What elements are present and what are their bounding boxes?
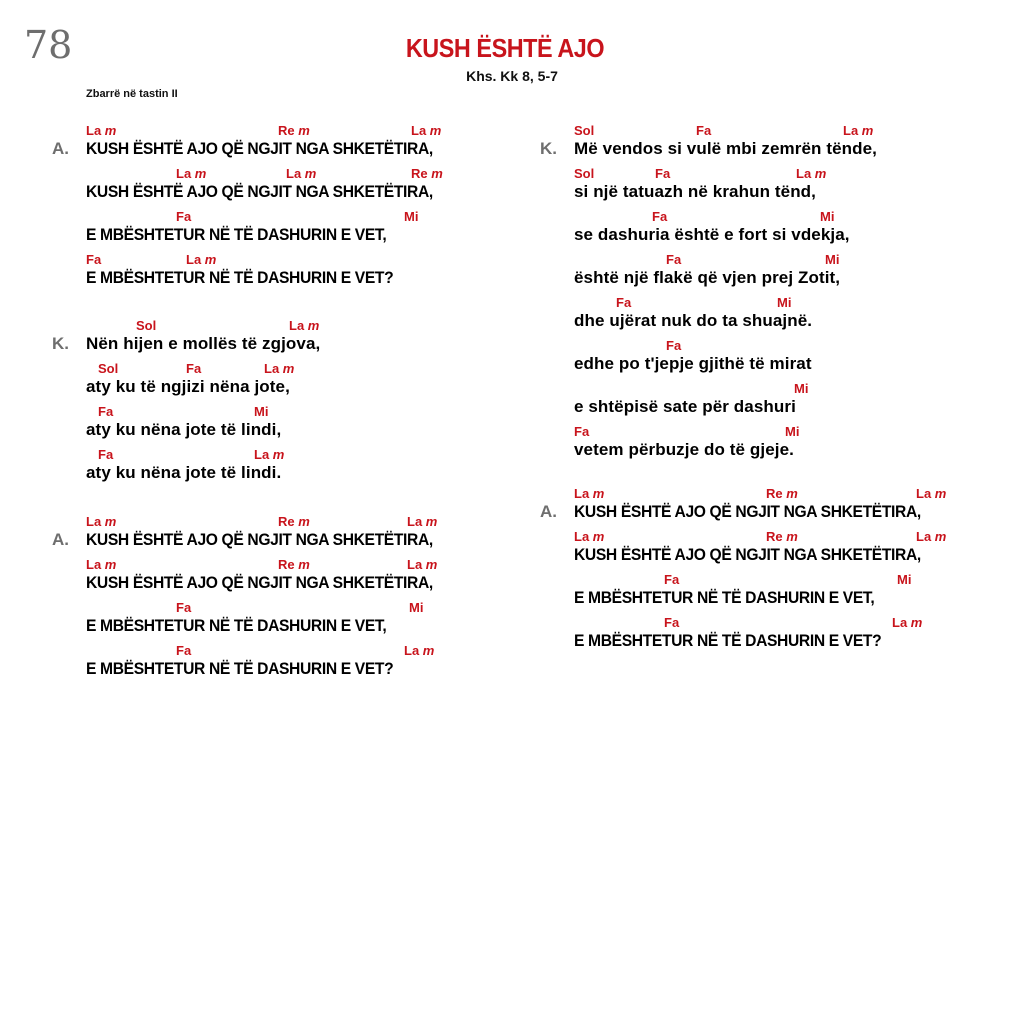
chord-label: Mi: [404, 209, 419, 224]
chord-label: Fa: [176, 209, 192, 224]
chord-label: La m: [186, 252, 217, 267]
chord-label: La m: [411, 123, 442, 138]
lyric-text: dhe ujërat nuk do ta shuajnë.: [574, 311, 813, 330]
lyric-text: E MBËSHTETUR NË TË DASHURIN E VET?: [86, 268, 394, 287]
lyric-text: aty ku të ngjizi nëna jote,: [86, 377, 290, 396]
chord-label: Sol: [574, 166, 595, 181]
section-marker: A.: [52, 530, 69, 549]
lyric-text: si një tatuazh në krahun tënd,: [574, 182, 816, 201]
page-number: 78: [24, 23, 73, 67]
chord-label: La m: [86, 514, 117, 529]
chord-label: Fa: [98, 404, 114, 419]
chord-label: Fa: [664, 615, 680, 630]
chord-label: La m: [289, 318, 320, 333]
chord-label: Re m: [766, 486, 798, 501]
chord-label: Fa: [574, 424, 590, 439]
chord-label: Mi: [254, 404, 269, 419]
chord-label: La m: [86, 123, 117, 138]
lyric-text: KUSH ËSHTË AJO QË NGJIT NGA SHKETËTIRA,: [86, 139, 433, 158]
chord-label: La m: [254, 447, 285, 462]
chord-label: La m: [407, 514, 438, 529]
lyric-text: e shtëpisë sate për dashuri: [574, 397, 796, 416]
chord-label: La m: [407, 557, 438, 572]
chord-label: La m: [86, 557, 117, 572]
chord-label: La m: [916, 529, 947, 544]
chord-label: Fa: [664, 572, 680, 587]
lyric-text: E MBËSHTETUR NË TË DASHURIN E VET,: [574, 588, 875, 607]
chord-label: Fa: [696, 123, 712, 138]
lyric-text: E MBËSHTETUR NË TË DASHURIN E VET,: [86, 616, 387, 635]
chord-label: Fa: [176, 600, 192, 615]
chord-label: La m: [796, 166, 827, 181]
scripture-reference: Khs. Kk 8, 5-7: [466, 68, 558, 84]
chord-label: Sol: [98, 361, 119, 376]
capo-note: Zbarrë në tastin II: [86, 88, 178, 100]
lyric-text: E MBËSHTETUR NË TË DASHURIN E VET,: [86, 225, 387, 244]
lyric-text: Nën hijen e mollës të zgjova,: [86, 334, 321, 353]
lyric-text: aty ku nëna jote të lindi,: [86, 420, 282, 439]
section-marker: A.: [540, 502, 557, 521]
chord-label: Fa: [652, 209, 668, 224]
section-marker: A.: [52, 139, 69, 158]
chord-label: Fa: [186, 361, 202, 376]
lyric-text: KUSH ËSHTË AJO QË NGJIT NGA SHKETËTIRA,: [574, 545, 921, 564]
chord-label: Sol: [574, 123, 595, 138]
chord-label: Mi: [825, 252, 840, 267]
lyric-text: Më vendos si vulë mbi zemrën tënde,: [574, 139, 877, 158]
chord-label: La m: [286, 166, 317, 181]
chord-label: Mi: [409, 600, 424, 615]
chord-label: Fa: [86, 252, 102, 267]
chord-label: La m: [916, 486, 947, 501]
lyric-text: aty ku nëna jote të lindi.: [86, 463, 282, 482]
lyric-text: se dashuria është e fort si vdekja,: [574, 225, 850, 244]
chord-label: La m: [264, 361, 295, 376]
chord-label: Mi: [785, 424, 800, 439]
chord-label: Fa: [666, 252, 682, 267]
chord-label: Fa: [655, 166, 671, 181]
lyric-text: KUSH ËSHTË AJO QË NGJIT NGA SHKETËTIRA,: [86, 182, 433, 201]
chord-label: Fa: [666, 338, 682, 353]
chord-label: La m: [574, 486, 605, 501]
song-title: KUSH ËSHTË AJO: [405, 33, 605, 63]
lyric-text: KUSH ËSHTË AJO QË NGJIT NGA SHKETËTIRA,: [574, 502, 921, 521]
lyric-text: është një flakë që vjen prej Zotit,: [574, 268, 841, 287]
chord-label: Re m: [411, 166, 443, 181]
lyric-text: E MBËSHTETUR NË TË DASHURIN E VET?: [86, 659, 394, 678]
chord-label: La m: [892, 615, 923, 630]
chord-label: La m: [404, 643, 435, 658]
section-marker: K.: [540, 139, 557, 158]
chord-label: Re m: [278, 557, 310, 572]
chord-label: Sol: [136, 318, 157, 333]
chord-label: Re m: [766, 529, 798, 544]
chord-label: La m: [843, 123, 874, 138]
chord-label: Fa: [176, 643, 192, 658]
chord-label: Mi: [777, 295, 792, 310]
section-marker: K.: [52, 334, 69, 353]
lyric-text: E MBËSHTETUR NË TË DASHURIN E VET?: [574, 631, 882, 650]
chord-label: Fa: [98, 447, 114, 462]
chord-label: La m: [176, 166, 207, 181]
lyric-text: KUSH ËSHTË AJO QË NGJIT NGA SHKETËTIRA,: [86, 530, 433, 549]
chord-label: Mi: [794, 381, 809, 396]
lyric-text: edhe po t'jepje gjithë të mirat: [574, 354, 812, 373]
lyric-text: vetem përbuzje do të gjeje.: [574, 440, 794, 459]
chord-label: La m: [574, 529, 605, 544]
chord-label: Mi: [897, 572, 912, 587]
chord-label: Re m: [278, 123, 310, 138]
lyric-text: KUSH ËSHTË AJO QË NGJIT NGA SHKETËTIRA,: [86, 573, 433, 592]
chord-label: Re m: [278, 514, 310, 529]
chord-label: Fa: [616, 295, 632, 310]
chord-label: Mi: [820, 209, 835, 224]
